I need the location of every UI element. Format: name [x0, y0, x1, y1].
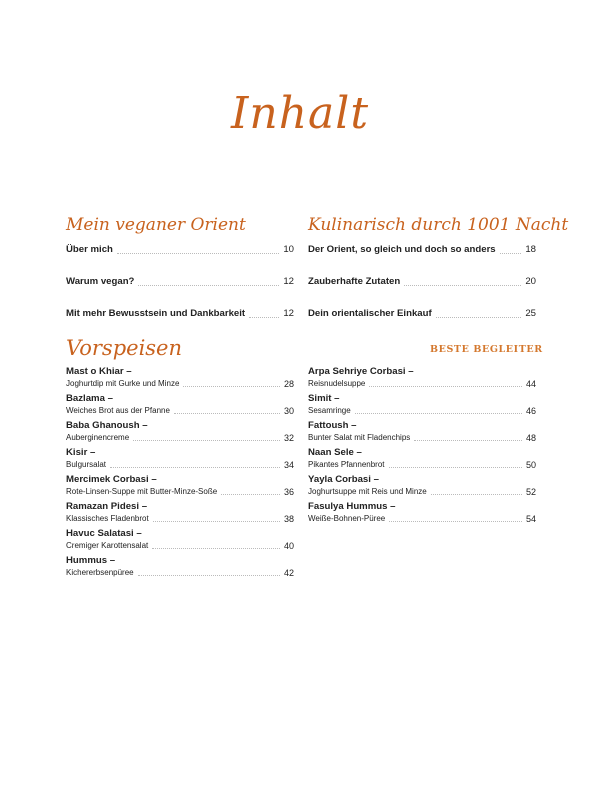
recipe-entry[interactable] [308, 447, 536, 471]
recipe-name: Naan Sele – [308, 447, 362, 458]
section-starters [66, 334, 294, 582]
toc-entry-label: Dein orientalischer Einkauf [308, 308, 432, 319]
page-number: 12 [283, 308, 294, 319]
section-title-starters: Vorspeisen [66, 336, 183, 360]
leader-dots [133, 440, 280, 441]
recipe-name: Ramazan Pidesi – [66, 501, 148, 512]
recipe-description: Rote-Linsen-Suppe mit Butter-Minze-Soße [66, 487, 218, 496]
toc-entry-label: Warum vegan? [66, 276, 135, 287]
recipe-entry[interactable] [66, 555, 294, 579]
recipe-description: Bunter Salat mit Fladenchips [308, 433, 411, 442]
recipe-entry[interactable] [308, 393, 536, 417]
leader-dots [404, 285, 521, 286]
leader-dots [369, 386, 522, 387]
leader-dots [221, 494, 280, 495]
page-number: 18 [525, 244, 536, 255]
leader-dots [414, 440, 522, 441]
recipe-name: Mercimek Corbasi – [66, 474, 157, 485]
leader-dots [110, 467, 280, 468]
leader-dots [355, 413, 522, 414]
recipe-entry[interactable] [66, 528, 294, 552]
section-title-companions: BESTE BEGLEITER [430, 344, 543, 355]
recipe-name: Baba Ghanoush – [66, 420, 148, 431]
recipe-description: Weiße-Bohnen-Püree [308, 514, 386, 523]
page-number: 40 [283, 541, 294, 551]
page-number: 36 [283, 487, 294, 497]
section-title-culinary: Kulinarisch durch 1001 Nacht [308, 215, 569, 235]
recipe-entry[interactable] [308, 420, 536, 444]
recipe-description: Pikantes Pfannenbrot [308, 460, 385, 469]
leader-dots [174, 413, 280, 414]
recipe-entry[interactable] [66, 447, 294, 471]
toc-entry-label: Über mich [66, 244, 113, 255]
page-number: 32 [283, 433, 294, 443]
recipe-name: Havuc Salatasi – [66, 528, 142, 539]
leader-dots [431, 494, 522, 495]
leader-dots [152, 548, 280, 549]
leader-dots [436, 317, 522, 318]
page-number: 38 [283, 514, 294, 524]
toc-entry[interactable] [308, 307, 536, 321]
recipe-name: Bazlama – [66, 393, 113, 404]
leader-dots [500, 253, 522, 254]
page-title: Inhalt [230, 88, 370, 139]
recipe-entry[interactable] [66, 501, 294, 525]
recipe-name: Simit – [308, 393, 340, 404]
page-number: 34 [283, 460, 294, 470]
recipe-description: Reisnudelsuppe [308, 379, 366, 388]
recipe-description: Cremiger Karottensalat [66, 541, 149, 550]
section-intro [66, 213, 294, 328]
page-number: 20 [525, 276, 536, 287]
leader-dots [138, 575, 280, 576]
page-number: 50 [525, 460, 536, 470]
section-companions [308, 366, 536, 528]
recipe-name: Fasulya Hummus – [308, 501, 396, 512]
leader-dots [153, 521, 280, 522]
toc-entry-label: Der Orient, so gleich und doch so anders [308, 244, 496, 255]
page-number: 30 [283, 406, 294, 416]
leader-dots [138, 285, 279, 286]
recipe-description: Joghurtdip mit Gurke und Minze [66, 379, 180, 388]
leader-dots [389, 467, 522, 468]
page-number: 12 [283, 276, 294, 287]
recipe-name: Kisir – [66, 447, 96, 458]
recipe-name: Hummus – [66, 555, 116, 566]
recipe-name: Fattoush – [308, 420, 357, 431]
page-number: 48 [525, 433, 536, 443]
recipe-entry[interactable] [66, 420, 294, 444]
recipe-description: Sesamringe [308, 406, 351, 415]
leader-dots [389, 521, 522, 522]
recipe-description: Weiches Brot aus der Pfanne [66, 406, 170, 415]
section-culinary [308, 213, 569, 328]
toc-entry-label: Mit mehr Bewusstsein und Dankbarkeit [66, 308, 246, 319]
section-title-intro: Mein veganer Orient [66, 215, 246, 235]
recipe-description: Auberginencreme [66, 433, 130, 442]
toc-entry-label: Zauberhafte Zutaten [308, 276, 401, 287]
recipe-entry[interactable] [66, 474, 294, 498]
toc-entry[interactable] [66, 275, 294, 289]
toc-entry[interactable] [308, 243, 536, 257]
recipe-description: Klassisches Fladenbrot [66, 514, 149, 523]
page-number: 42 [283, 568, 294, 578]
recipe-entry[interactable] [308, 474, 536, 498]
page-number: 52 [525, 487, 536, 497]
page-number: 44 [525, 379, 536, 389]
toc-entry[interactable] [308, 275, 536, 289]
leader-dots [249, 317, 279, 318]
page-number: 46 [525, 406, 536, 416]
leader-dots [183, 386, 280, 387]
recipe-entry[interactable] [308, 501, 536, 525]
recipe-entry[interactable] [308, 366, 536, 390]
recipe-name: Mast o Khiar – [66, 366, 132, 377]
recipe-entry[interactable] [66, 393, 294, 417]
toc-entry[interactable] [66, 307, 294, 321]
recipe-name: Arpa Sehriye Corbasi – [308, 366, 414, 377]
toc-entry[interactable] [66, 243, 294, 257]
page-number: 25 [525, 308, 536, 319]
page-number: 10 [283, 244, 294, 255]
recipe-description: Joghurtsuppe mit Reis und Minze [308, 487, 427, 496]
recipe-entry[interactable] [66, 366, 294, 390]
recipe-name: Yayla Corbasi – [308, 474, 379, 485]
page-number: 54 [525, 514, 536, 524]
leader-dots [117, 253, 279, 254]
recipe-description: Bulgursalat [66, 460, 107, 469]
page-number: 28 [283, 379, 294, 389]
recipe-description: Kichererbsenpüree [66, 568, 134, 577]
